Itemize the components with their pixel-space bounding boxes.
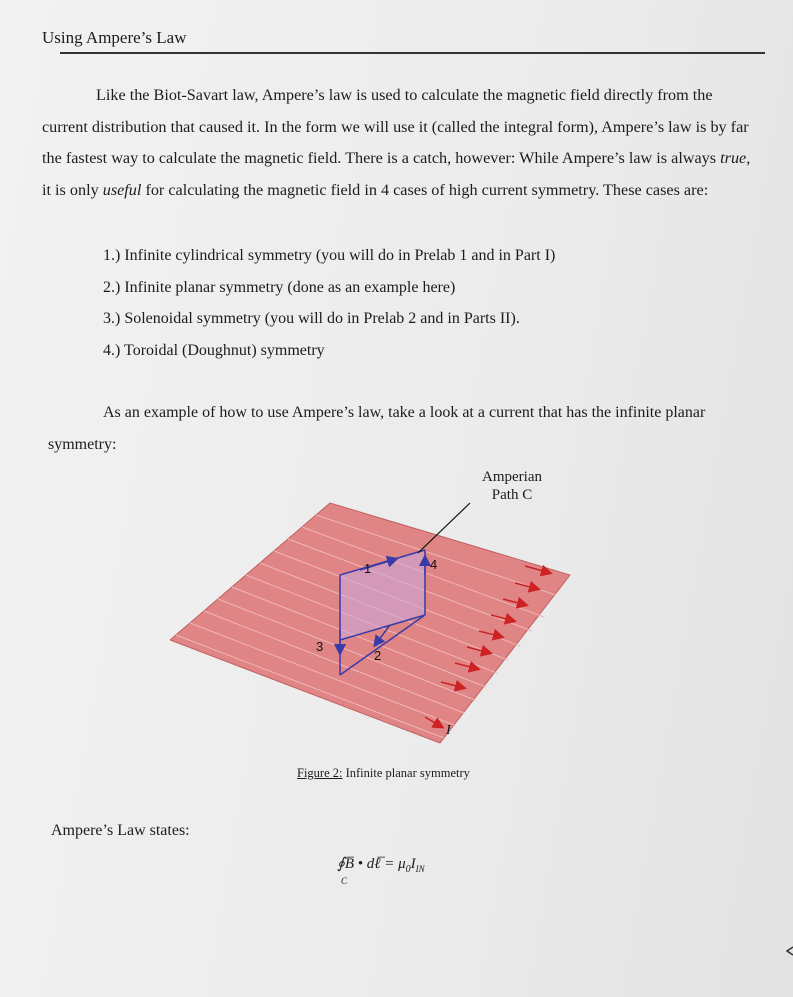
intro-text-1: Like the Biot-Savart law, Ampere’s law is used to calculate the magnetic field directly from the current distribution that caused it. In the form we will use it (called the integral form), Ampere’s law is by far the fastest way to calculate the magnetic field. There is a catch, however: While Ampere’s law is always	[42, 86, 749, 167]
law-statement-label: Ampere’s Law states:	[51, 822, 190, 839]
equation-current-sub: IN	[415, 864, 425, 874]
ampere-equation	[337, 854, 425, 886]
current-label: I	[446, 723, 451, 738]
equation-current: I	[410, 856, 416, 872]
intro-paragraph	[42, 80, 762, 206]
intro-text-2: , it is only	[42, 149, 751, 199]
path-label-2: 2	[374, 648, 382, 663]
equation-mu-sub: 0	[405, 864, 411, 875]
intro-useful-word: useful	[102, 180, 142, 199]
case-item: 3.) Solenoidal symmetry (you will do in Prelab 2 and in Parts II).	[103, 310, 520, 327]
planar-symmetry-figure	[170, 465, 590, 755]
equation-lhs: ∮B̅ • dℓ̅ = μ	[337, 856, 406, 872]
path-label-3: 3	[316, 639, 324, 654]
figure-ref: Figure 2:	[297, 766, 343, 780]
section-title: Using Ampere’s Law	[42, 28, 187, 47]
symmetry-case-list	[103, 240, 555, 366]
title-underline	[60, 52, 765, 54]
amperian-label-line2: Path C	[491, 487, 533, 503]
example-paragraph: As an example of how to use Ampere’s law, take a look at a current that has the infinite planar symmetry:	[48, 404, 706, 453]
intro-text-3: for calculating the magnetic field in 4 cases of high current symmetry. These cases are:	[141, 180, 709, 199]
path-label-4: 4	[430, 557, 438, 572]
intro-true-word: true	[720, 149, 747, 167]
cursor-edge-icon	[786, 946, 793, 956]
case-item: 2.) Infinite planar symmetry (done as an example here)	[103, 278, 456, 296]
equation-contour-sub: C	[341, 876, 348, 886]
case-item: 4.) Toroidal (Doughnut) symmetry	[103, 341, 325, 359]
case-item: 1.) Infinite cylindrical symmetry (you will do in Prelab 1 and in Part I)	[103, 247, 556, 264]
path-label-1: 1	[364, 561, 372, 576]
figure-caption	[297, 766, 470, 781]
caption-text: Infinite planar symmetry	[342, 766, 470, 780]
amperian-label-line1: Amperian	[482, 469, 542, 485]
